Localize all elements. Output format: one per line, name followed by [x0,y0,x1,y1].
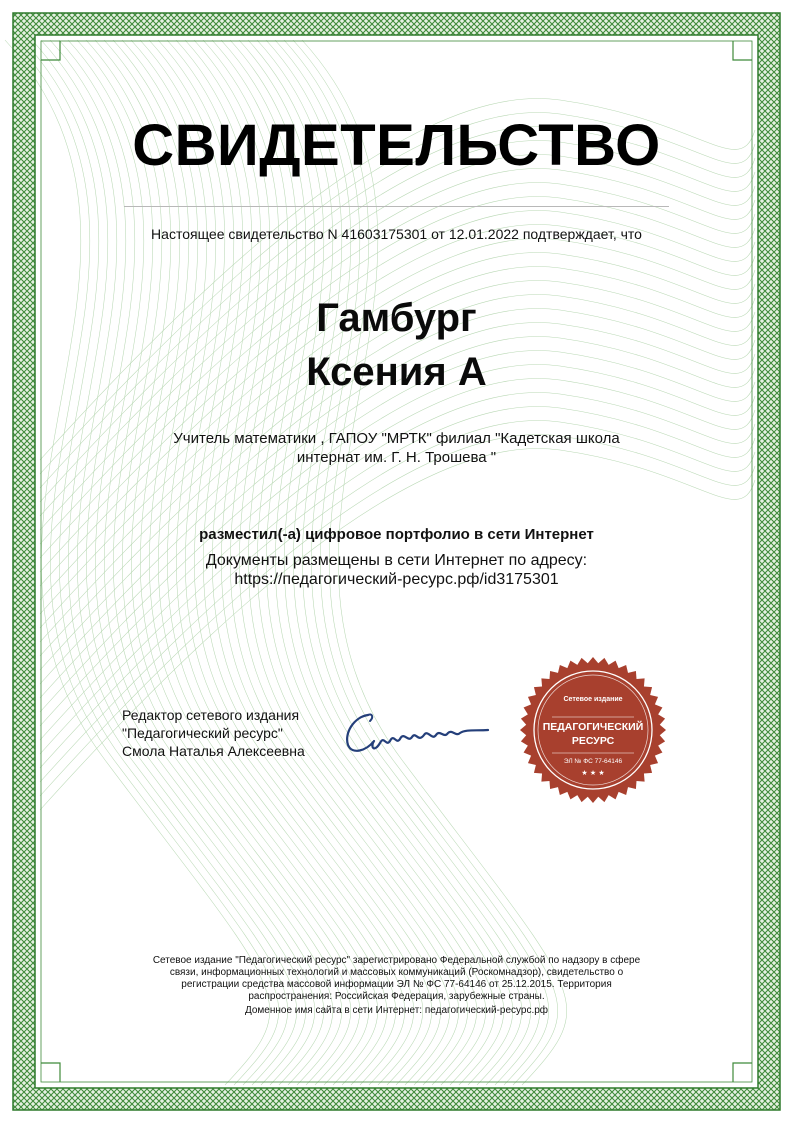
seal-title-line1: ПЕДАГОГИЧЕСКИЙ [542,721,644,733]
footer-line4: распространения: Российская Федерация, зарубежные страны. [248,991,545,1002]
recipient-given-name: Ксения А [306,350,487,394]
seal-title-line2: РЕСУРС [571,735,615,747]
publication-seal [518,655,668,805]
seal-registration: ЭЛ № ФС 77-64146 [563,758,623,765]
footer-line2: связи, информационных технологий и массовых коммуникаций (Роскомнадзор), свидетельство о [169,967,624,978]
recipient-position-line1: Учитель математики , ГАПОУ "МРТК" филиал "Кадетская школа [173,430,620,447]
footer-line5: Доменное имя сайта в сети Интернет: педагогический-ресурс.рф [244,1005,549,1016]
title-divider [124,206,669,207]
editor-publication: "Педагогический ресурс" [122,725,283,741]
recipient-position-line2: интернат им. Г. Н. Трошева " [296,449,497,466]
documents-note: Документы размещены в сети Интернет по адресу: [205,552,588,569]
certificate-title: СВИДЕТЕЛЬСТВО [132,113,661,178]
documents-url: https://педагогический-ресурс.рф/id3175301 [234,571,559,588]
footer-line1: Сетевое издание "Педагогический ресурс" зарегистрировано Федеральной службой по надзору в сфере [152,955,641,966]
certificate-intro: Настоящее свидетельство N 41603175301 от 12.01.2022 подтверждает, что [151,226,642,242]
editor-name: Смола Наталья Алексеевна [122,743,305,759]
editor-title: Редактор сетевого издания [122,707,300,723]
editor-signature [344,703,494,763]
seal-stars: ★ ★ ★ [581,769,605,777]
achievement-statement: разместил(-а) цифровое портфолио в сети Интернет [199,526,594,543]
footer-line3: регистрации средства массовой информации ЭЛ № ФС 77-64146 от 25.12.2015. Территория [181,979,612,990]
seal-top-text: Сетевое издание [563,696,623,703]
recipient-surname: Гамбург [316,296,477,340]
